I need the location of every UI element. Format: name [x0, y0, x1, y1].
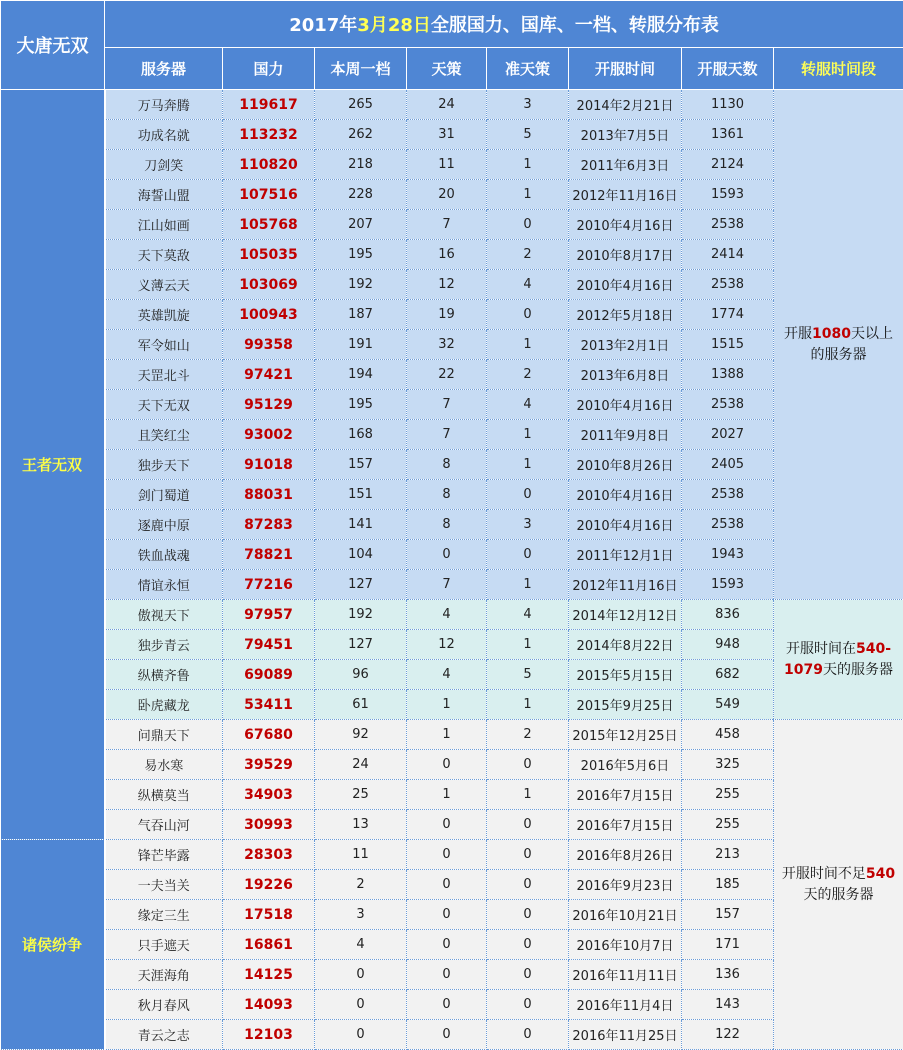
weekly-top: 127 [315, 630, 407, 660]
weekly-top: 0 [315, 1020, 407, 1050]
power: 39529 [223, 750, 315, 780]
tiance: 7 [407, 420, 487, 450]
weekly-top: 151 [315, 480, 407, 510]
open-days: 682 [682, 660, 774, 690]
tiance: 32 [407, 330, 487, 360]
transfer-note-n3 [774, 720, 903, 1050]
weekly-top: 0 [315, 960, 407, 990]
power: 91018 [223, 450, 315, 480]
table-row [1, 870, 903, 900]
zhun-tiance: 0 [487, 210, 569, 240]
weekly-top: 195 [315, 390, 407, 420]
zhun-tiance: 4 [487, 600, 569, 630]
zhun-tiance: 1 [487, 150, 569, 180]
open-days: 136 [682, 960, 774, 990]
power: 119617 [223, 90, 315, 120]
zhun-tiance: 1 [487, 450, 569, 480]
server-name: 剑门蜀道 [105, 480, 223, 510]
weekly-top: 192 [315, 270, 407, 300]
open-date: 2012年5月18日 [569, 300, 682, 330]
note-highlight: 540-1079 [784, 641, 891, 678]
zhun-tiance: 5 [487, 660, 569, 690]
zhun-tiance: 1 [487, 180, 569, 210]
note-text-c: 天的服务器 [823, 662, 893, 678]
table-row [1, 330, 903, 360]
table-row [1, 840, 903, 870]
tiance: 8 [407, 510, 487, 540]
open-days: 213 [682, 840, 774, 870]
transfer-note-n1 [774, 90, 903, 600]
server-name: 问鼎天下 [105, 720, 223, 750]
zhun-tiance: 1 [487, 780, 569, 810]
server-name: 气吞山河 [105, 810, 223, 840]
open-date: 2016年9月23日 [569, 870, 682, 900]
server-name: 义薄云天 [105, 270, 223, 300]
power: 105035 [223, 240, 315, 270]
zhun-tiance: 0 [487, 540, 569, 570]
table-row [1, 120, 903, 150]
weekly-top: 195 [315, 240, 407, 270]
open-days: 325 [682, 750, 774, 780]
open-days: 1593 [682, 180, 774, 210]
open-days: 1943 [682, 540, 774, 570]
open-date: 2015年9月25日 [569, 690, 682, 720]
open-date: 2010年4月16日 [569, 390, 682, 420]
weekly-top: 25 [315, 780, 407, 810]
open-date: 2015年12月25日 [569, 720, 682, 750]
table-row [1, 660, 903, 690]
tiance: 11 [407, 150, 487, 180]
power: 30993 [223, 810, 315, 840]
zhun-tiance: 0 [487, 750, 569, 780]
table-row [1, 510, 903, 540]
open-date: 2010年8月26日 [569, 450, 682, 480]
server-name: 只手遮天 [105, 930, 223, 960]
power: 78821 [223, 540, 315, 570]
table-row [1, 630, 903, 660]
open-date: 2013年7月5日 [569, 120, 682, 150]
table-body [1, 90, 903, 1050]
server-name: 缘定三生 [105, 900, 223, 930]
weekly-top: 96 [315, 660, 407, 690]
header-open-date: 开服时间 [569, 48, 682, 90]
title-date: 3月28日 [357, 15, 431, 36]
open-days: 458 [682, 720, 774, 750]
table-row [1, 240, 903, 270]
weekly-top: 228 [315, 180, 407, 210]
power: 99358 [223, 330, 315, 360]
zhun-tiance: 5 [487, 120, 569, 150]
brand-label: 大唐无双 [1, 1, 105, 90]
tiance: 20 [407, 180, 487, 210]
server-name: 锋芒毕露 [105, 840, 223, 870]
server-name: 天涯海角 [105, 960, 223, 990]
weekly-top: 4 [315, 930, 407, 960]
weekly-top: 265 [315, 90, 407, 120]
server-name: 卧虎藏龙 [105, 690, 223, 720]
server-name: 纵横莫当 [105, 780, 223, 810]
open-date: 2011年9月8日 [569, 420, 682, 450]
open-date: 2015年5月15日 [569, 660, 682, 690]
open-days: 2405 [682, 450, 774, 480]
server-name: 万马奔腾 [105, 90, 223, 120]
tiance: 8 [407, 480, 487, 510]
power: 88031 [223, 480, 315, 510]
weekly-top: 194 [315, 360, 407, 390]
tiance: 12 [407, 630, 487, 660]
zhun-tiance: 1 [487, 630, 569, 660]
weekly-top: 218 [315, 150, 407, 180]
tiance: 22 [407, 360, 487, 390]
table-row [1, 720, 903, 750]
tiance: 4 [407, 600, 487, 630]
power: 19226 [223, 870, 315, 900]
title-suffix: 全服国力、国库、一档、转服分布表 [431, 15, 719, 36]
power: 69089 [223, 660, 315, 690]
open-date: 2016年5月6日 [569, 750, 682, 780]
weekly-top: 0 [315, 990, 407, 1020]
weekly-top: 187 [315, 300, 407, 330]
power: 79451 [223, 630, 315, 660]
weekly-top: 207 [315, 210, 407, 240]
open-date: 2016年11月11日 [569, 960, 682, 990]
weekly-top: 24 [315, 750, 407, 780]
server-name: 独步天下 [105, 450, 223, 480]
server-name: 天下莫敌 [105, 240, 223, 270]
power: 95129 [223, 390, 315, 420]
tiance: 7 [407, 390, 487, 420]
tiance: 7 [407, 570, 487, 600]
note-text-a: 开服时间不足 [782, 866, 866, 882]
group-label-zhuhou: 诸侯纷争 [1, 840, 105, 1050]
group-label-wangzhe: 王者无双 [1, 90, 105, 840]
page-title [105, 1, 903, 48]
open-date: 2016年11月25日 [569, 1020, 682, 1050]
power: 17518 [223, 900, 315, 930]
note-highlight: 540 [866, 866, 895, 882]
weekly-top: 157 [315, 450, 407, 480]
zhun-tiance: 0 [487, 900, 569, 930]
table-row [1, 270, 903, 300]
open-days: 1593 [682, 570, 774, 600]
zhun-tiance: 3 [487, 510, 569, 540]
table-row [1, 600, 903, 630]
zhun-tiance: 0 [487, 300, 569, 330]
power: 67680 [223, 720, 315, 750]
header-weekly-top: 本周一档 [315, 48, 407, 90]
zhun-tiance: 0 [487, 810, 569, 840]
tiance: 24 [407, 90, 487, 120]
open-days: 1388 [682, 360, 774, 390]
note-text-c: 天的服务器 [804, 887, 874, 903]
server-name: 一夫当关 [105, 870, 223, 900]
open-date: 2010年4月16日 [569, 510, 682, 540]
power: 110820 [223, 150, 315, 180]
weekly-top: 3 [315, 900, 407, 930]
table-row [1, 930, 903, 960]
server-name: 铁血战魂 [105, 540, 223, 570]
open-days: 836 [682, 600, 774, 630]
zhun-tiance: 0 [487, 480, 569, 510]
table-row [1, 420, 903, 450]
open-days: 1130 [682, 90, 774, 120]
tiance: 16 [407, 240, 487, 270]
open-date: 2014年12月12日 [569, 600, 682, 630]
table-row [1, 450, 903, 480]
open-days: 157 [682, 900, 774, 930]
tiance: 0 [407, 1020, 487, 1050]
open-date: 2010年4月16日 [569, 480, 682, 510]
open-days: 171 [682, 930, 774, 960]
open-days: 143 [682, 990, 774, 1020]
weekly-top: 61 [315, 690, 407, 720]
power: 87283 [223, 510, 315, 540]
table-row [1, 750, 903, 780]
weekly-top: 191 [315, 330, 407, 360]
zhun-tiance: 2 [487, 720, 569, 750]
tiance: 12 [407, 270, 487, 300]
open-days: 2027 [682, 420, 774, 450]
server-name: 独步青云 [105, 630, 223, 660]
open-date: 2011年6月3日 [569, 150, 682, 180]
power: 93002 [223, 420, 315, 450]
open-date: 2014年8月22日 [569, 630, 682, 660]
open-date: 2016年10月21日 [569, 900, 682, 930]
power: 16861 [223, 930, 315, 960]
server-name: 军令如山 [105, 330, 223, 360]
power: 113232 [223, 120, 315, 150]
open-days: 255 [682, 780, 774, 810]
table-row [1, 540, 903, 570]
tiance: 31 [407, 120, 487, 150]
tiance: 7 [407, 210, 487, 240]
server-name: 易水寒 [105, 750, 223, 780]
tiance: 0 [407, 840, 487, 870]
open-date: 2010年8月17日 [569, 240, 682, 270]
tiance: 0 [407, 870, 487, 900]
open-date: 2012年11月16日 [569, 180, 682, 210]
weekly-top: 262 [315, 120, 407, 150]
weekly-top: 141 [315, 510, 407, 540]
open-date: 2016年7月15日 [569, 810, 682, 840]
power: 53411 [223, 690, 315, 720]
table-row [1, 210, 903, 240]
power: 28303 [223, 840, 315, 870]
power: 100943 [223, 300, 315, 330]
open-days: 185 [682, 870, 774, 900]
open-days: 2538 [682, 210, 774, 240]
power: 34903 [223, 780, 315, 810]
note-highlight: 1080 [812, 326, 851, 342]
power: 77216 [223, 570, 315, 600]
header-zhun-tiance: 准天策 [487, 48, 569, 90]
zhun-tiance: 0 [487, 1020, 569, 1050]
open-date: 2013年2月1日 [569, 330, 682, 360]
tiance: 0 [407, 810, 487, 840]
open-days: 2124 [682, 150, 774, 180]
server-name: 英雄凯旋 [105, 300, 223, 330]
power: 14093 [223, 990, 315, 1020]
table-row [1, 570, 903, 600]
table-row [1, 150, 903, 180]
table-row [1, 390, 903, 420]
open-date: 2013年6月8日 [569, 360, 682, 390]
zhun-tiance: 0 [487, 990, 569, 1020]
tiance: 1 [407, 780, 487, 810]
open-days: 1361 [682, 120, 774, 150]
open-days: 948 [682, 630, 774, 660]
open-days: 2538 [682, 480, 774, 510]
server-name: 且笑红尘 [105, 420, 223, 450]
weekly-top: 192 [315, 600, 407, 630]
tiance: 0 [407, 990, 487, 1020]
power: 107516 [223, 180, 315, 210]
weekly-top: 11 [315, 840, 407, 870]
open-days: 2538 [682, 270, 774, 300]
server-name: 逐鹿中原 [105, 510, 223, 540]
open-days: 2538 [682, 390, 774, 420]
table-row [1, 780, 903, 810]
server-name: 情谊永恒 [105, 570, 223, 600]
table-row [1, 1020, 903, 1050]
open-days: 549 [682, 690, 774, 720]
zhun-tiance: 2 [487, 240, 569, 270]
power: 97421 [223, 360, 315, 390]
note-text-c: 天以上的服务器 [811, 326, 893, 363]
tiance: 1 [407, 720, 487, 750]
open-date: 2010年4月16日 [569, 270, 682, 300]
tiance: 1 [407, 690, 487, 720]
server-name: 纵横齐鲁 [105, 660, 223, 690]
zhun-tiance: 0 [487, 840, 569, 870]
zhun-tiance: 0 [487, 960, 569, 990]
note-text-a: 开服 [784, 326, 812, 342]
table-row [1, 480, 903, 510]
table-row [1, 300, 903, 330]
zhun-tiance: 0 [487, 870, 569, 900]
tiance: 0 [407, 540, 487, 570]
table-row [1, 360, 903, 390]
open-date: 2011年12月1日 [569, 540, 682, 570]
open-days: 255 [682, 810, 774, 840]
power: 12103 [223, 1020, 315, 1050]
table-row [1, 960, 903, 990]
weekly-top: 168 [315, 420, 407, 450]
zhun-tiance: 1 [487, 570, 569, 600]
open-days: 2414 [682, 240, 774, 270]
open-date: 2016年8月26日 [569, 840, 682, 870]
tiance: 0 [407, 960, 487, 990]
tiance: 0 [407, 930, 487, 960]
table-row [1, 180, 903, 210]
open-date: 2010年4月16日 [569, 210, 682, 240]
open-date: 2016年11月4日 [569, 990, 682, 1020]
server-name: 天下无双 [105, 390, 223, 420]
power: 97957 [223, 600, 315, 630]
open-days: 122 [682, 1020, 774, 1050]
title-prefix: 2017年 [289, 15, 357, 36]
zhun-tiance: 1 [487, 690, 569, 720]
server-name: 江山如画 [105, 210, 223, 240]
open-date: 2016年10月7日 [569, 930, 682, 960]
table-row [1, 900, 903, 930]
tiance: 0 [407, 900, 487, 930]
table-row [1, 810, 903, 840]
weekly-top: 13 [315, 810, 407, 840]
tiance: 19 [407, 300, 487, 330]
header-open-days: 开服天数 [682, 48, 774, 90]
header-server: 服务器 [105, 48, 223, 90]
server-name: 青云之志 [105, 1020, 223, 1050]
zhun-tiance: 2 [487, 360, 569, 390]
power: 103069 [223, 270, 315, 300]
open-date: 2014年2月21日 [569, 90, 682, 120]
weekly-top: 104 [315, 540, 407, 570]
weekly-top: 127 [315, 570, 407, 600]
header-tiance: 天策 [407, 48, 487, 90]
tiance: 8 [407, 450, 487, 480]
weekly-top: 92 [315, 720, 407, 750]
power: 14125 [223, 960, 315, 990]
table-row [1, 990, 903, 1020]
header-transfer-period: 转服时间段 [774, 48, 903, 90]
open-days: 1515 [682, 330, 774, 360]
tiance: 0 [407, 750, 487, 780]
zhun-tiance: 3 [487, 90, 569, 120]
server-name: 功成名就 [105, 120, 223, 150]
tiance: 4 [407, 660, 487, 690]
zhun-tiance: 1 [487, 330, 569, 360]
table-row [1, 690, 903, 720]
table-row [1, 90, 903, 120]
open-date: 2012年11月16日 [569, 570, 682, 600]
open-date: 2016年7月15日 [569, 780, 682, 810]
power: 105768 [223, 210, 315, 240]
zhun-tiance: 0 [487, 930, 569, 960]
zhun-tiance: 1 [487, 420, 569, 450]
weekly-top: 2 [315, 870, 407, 900]
server-name: 海誓山盟 [105, 180, 223, 210]
server-name: 刀剑笑 [105, 150, 223, 180]
open-days: 1774 [682, 300, 774, 330]
zhun-tiance: 4 [487, 270, 569, 300]
server-name: 天罡北斗 [105, 360, 223, 390]
server-name: 秋月春风 [105, 990, 223, 1020]
transfer-note-n2 [774, 600, 903, 720]
zhun-tiance: 4 [487, 390, 569, 420]
header-power: 国力 [223, 48, 315, 90]
note-text-a: 开服时间在 [786, 641, 856, 657]
server-name: 傲视天下 [105, 600, 223, 630]
open-days: 2538 [682, 510, 774, 540]
